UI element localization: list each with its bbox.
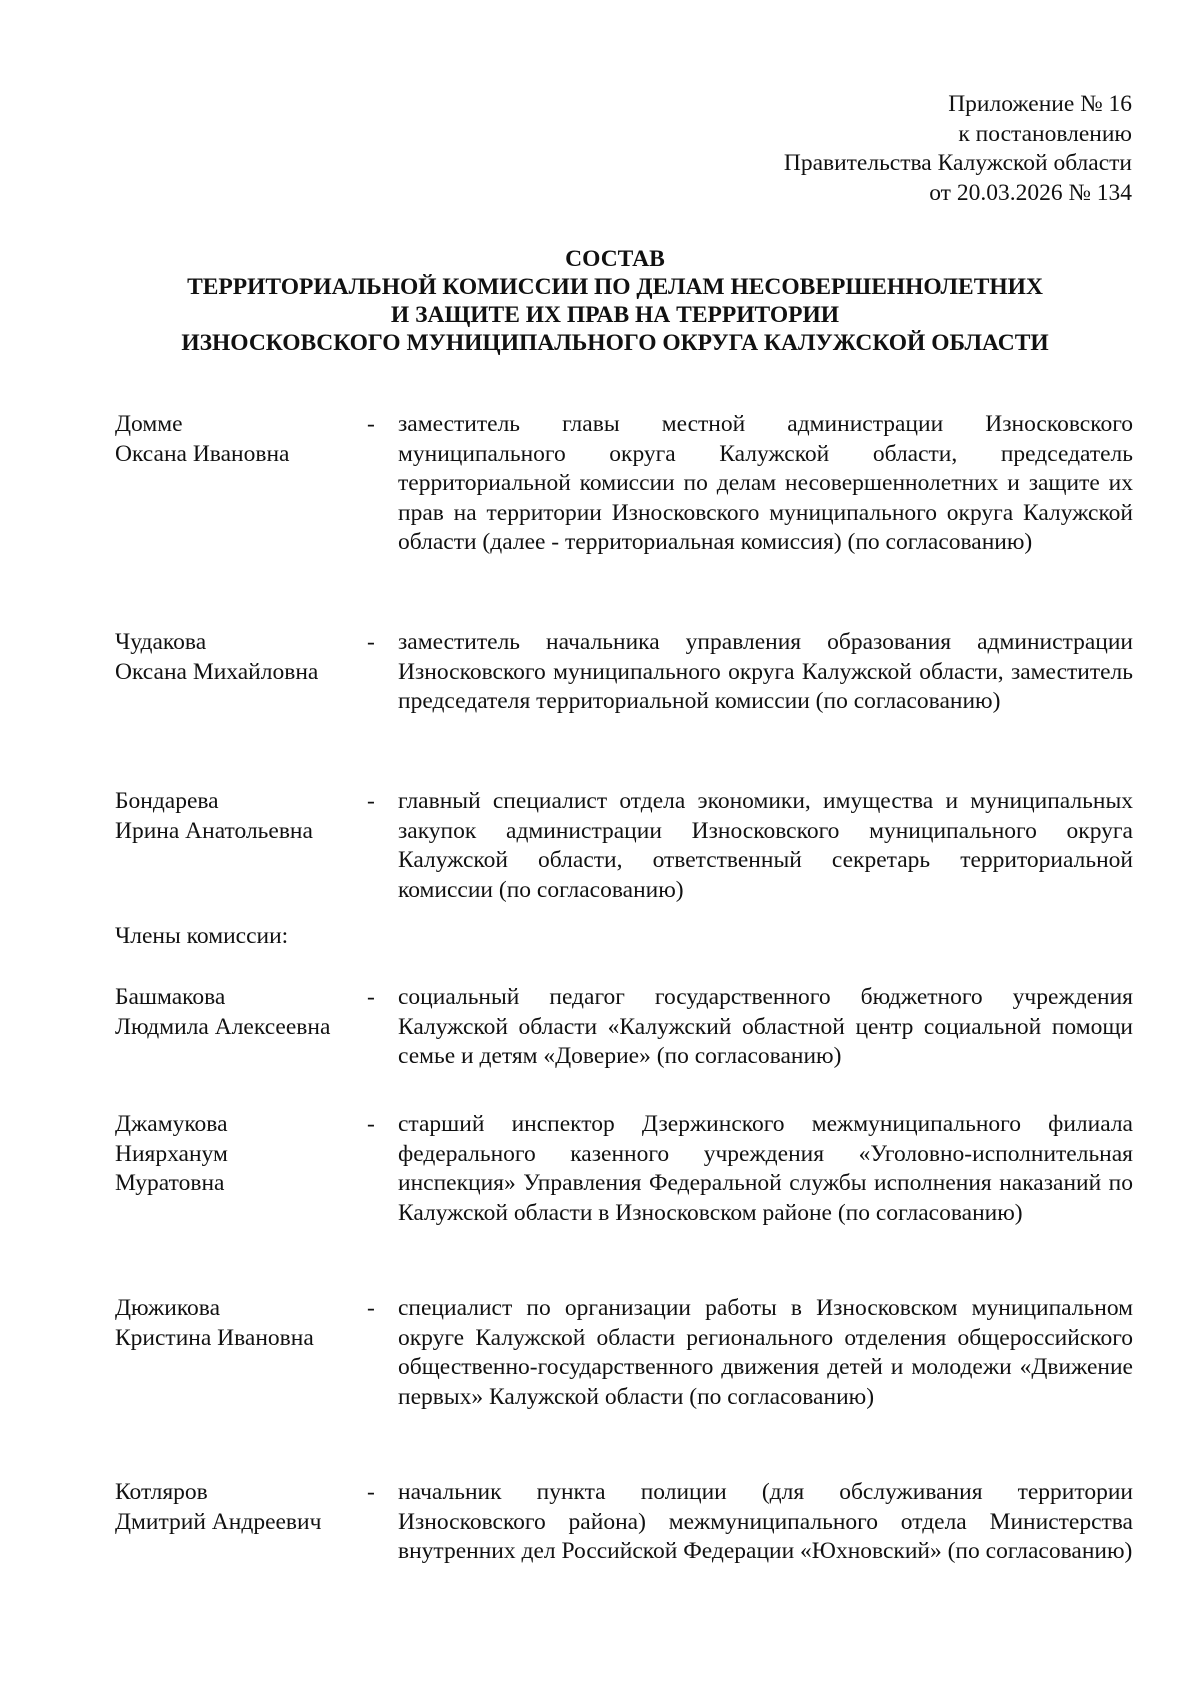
appendix-authority: Правительства Калужской области	[783, 150, 1132, 176]
document-title	[105, 245, 1125, 357]
member-given-name: Ниярханум	[115, 1140, 228, 1167]
appendix-header	[784, 90, 1132, 208]
member-name	[115, 628, 365, 687]
member-surname: Дюжикова	[115, 1295, 221, 1321]
member-surname: Башмакова	[115, 984, 226, 1010]
member-given-name: Кристина Ивановна	[115, 1324, 314, 1351]
member-description: старший инспектор Дзержинского межмуниципального филиала федерального казенного учреждения «Уголовно-исполнительная инспекция» Управления Федеральной службы исполнения наказаний по Калужской области в Износковском районе (по согласованию)	[398, 1111, 1133, 1226]
member-name	[115, 410, 365, 469]
member-surname: Домме	[115, 411, 183, 437]
member-given-name: Оксана Михайловна	[115, 658, 319, 685]
member-surname: Чудакова	[115, 629, 207, 655]
member-description: заместитель главы местной администрации Износковского муниципального округа Калужской области, председатель территориальной комиссии по делам несовершеннолетних и защите их прав на территории Износковского муниципального округа Калужской области (далее - территориальная комиссия) (по согласованию)	[398, 411, 1133, 555]
entry-dash: -	[367, 1479, 375, 1505]
member-given-name: Людмила Алексеевна	[115, 1013, 331, 1040]
member-name	[115, 1110, 365, 1199]
member-description: главный специалист отдела экономики, имущества и муниципальных закупок администрации Износковского муниципального округа Калужской области, ответственный секретарь территориальной комиссии (по согласованию)	[398, 788, 1133, 903]
member-description: заместитель начальника управления образования администрации Износковского муниципального округа Калужской области, заместитель председателя территориальной комиссии (по согласованию)	[398, 629, 1133, 714]
title-line: ИЗНОСКОВСКОГО МУНИЦИПАЛЬНОГО ОКРУГА КАЛУЖСКОЙ ОБЛАСТИ	[181, 330, 1049, 356]
member-description: социальный педагог государственного бюджетного учреждения Калужской области «Калужский областной центр социальной помощи семье и детям «Доверие» (по согласованию)	[398, 984, 1133, 1069]
entry-dash: -	[367, 411, 375, 437]
entry-dash: -	[367, 788, 375, 814]
title-line: И ЗАЩИТЕ ИХ ПРАВ НА ТЕРРИТОРИИ	[390, 302, 840, 328]
member-surname: Бондарева	[115, 788, 219, 814]
member-patronymic: Муратовна	[115, 1170, 225, 1196]
member-given-name: Дмитрий Андреевич	[115, 1508, 322, 1535]
title-line: ТЕРРИТОРИАЛЬНОЙ КОМИССИИ ПО ДЕЛАМ НЕСОВЕРШЕННОЛЕТНИХ	[187, 274, 1043, 300]
members-section-label: Члены комиссии:	[115, 923, 289, 949]
member-description: начальник пункта полиции (для обслуживания территории Износковского района) межмуниципального отдела Министерства внутренних дел Российской Федерации «Юхновский» (по согласованию)	[398, 1479, 1133, 1564]
member-surname: Джамукова	[115, 1111, 228, 1137]
member-name	[115, 1294, 365, 1353]
member-given-name: Ирина Анатольевна	[115, 817, 313, 844]
member-description: специалист по организации работы в Износковском муниципальном округе Калужской области регионального отделения общероссийского общественно-государственного движения детей и молодежи «Движение первых» Калужской области (по согласованию)	[398, 1295, 1133, 1410]
member-name	[115, 1478, 365, 1537]
appendix-reference: к постановлению	[958, 120, 1132, 147]
appendix-number: Приложение № 16	[948, 91, 1132, 117]
entry-dash: -	[367, 1295, 375, 1321]
entry-dash: -	[367, 984, 375, 1010]
appendix-date-number: от 20.03.2026 № 134	[929, 179, 1132, 206]
member-given-name: Оксана Ивановна	[115, 440, 290, 467]
title-line: СОСТАВ	[565, 246, 665, 272]
entry-dash: -	[367, 629, 375, 655]
member-name	[115, 983, 365, 1042]
member-surname: Котляров	[115, 1479, 208, 1505]
entry-dash: -	[367, 1111, 375, 1137]
member-name	[115, 787, 365, 846]
